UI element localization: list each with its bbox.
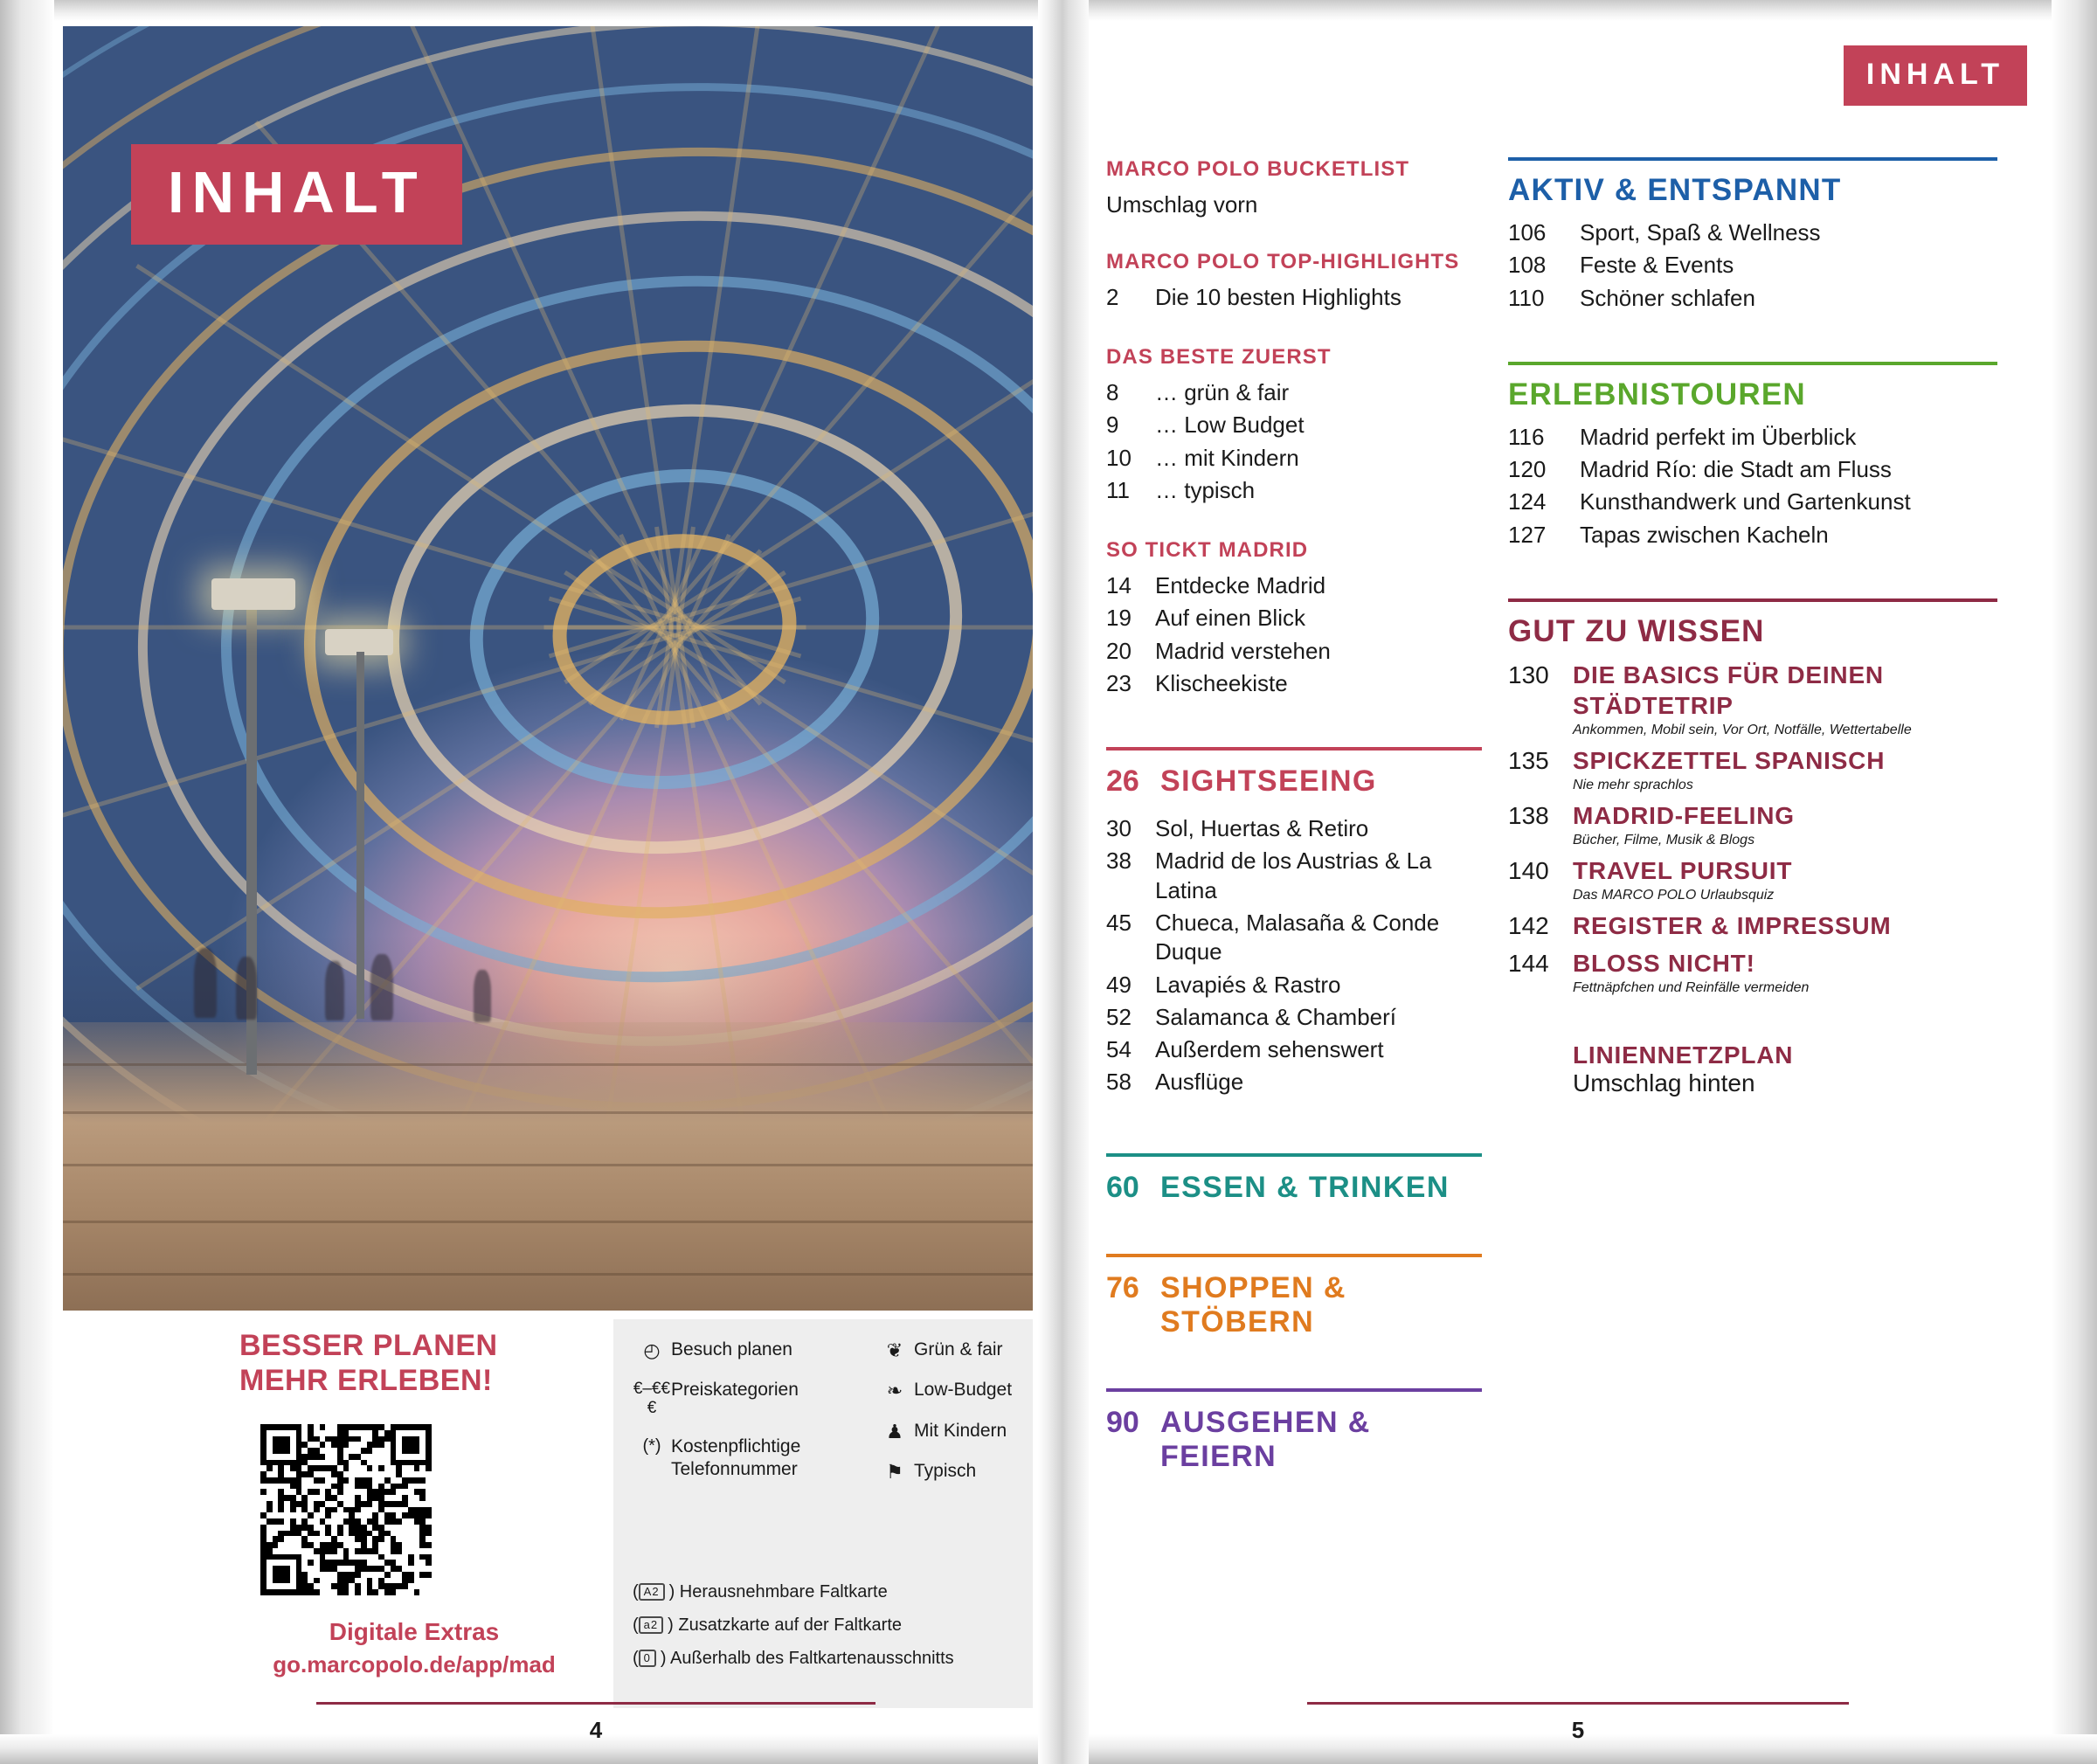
toc-entry-title: Auf einen Blick (1155, 605, 1305, 632)
toc-entry-title: SPICKZETTEL SPANISCH (1573, 746, 1886, 774)
chapter-page-number: 90 (1106, 1405, 1139, 1439)
page-edge-right (2052, 0, 2097, 1764)
chapter-heading-shoppen[interactable] (1106, 1271, 1482, 1339)
left-page (54, 17, 1038, 1747)
toc-entry-title: Ausflüge (1155, 1069, 1244, 1096)
page-number-left: 4 (589, 1717, 603, 1743)
price-icon: €–€€€ (633, 1380, 671, 1418)
toc-entry[interactable] (1508, 800, 1997, 848)
toc-entry[interactable] (1106, 847, 1482, 905)
toc-page-number: 20 (1106, 637, 1132, 664)
legend-item (633, 1379, 869, 1418)
toc-entry[interactable] (1508, 423, 1997, 452)
toc-page-number: 52 (1106, 1003, 1132, 1030)
toc-entry[interactable] (1106, 909, 1482, 967)
toc-entry[interactable] (1508, 745, 1997, 793)
bucketlist-note: Umschlag vorn (1106, 191, 1258, 218)
toc-entry-title: Madrid perfekt im Überblick (1580, 423, 1857, 450)
legend-item-label: Low-Budget (914, 1380, 1013, 1401)
toc-entry[interactable] (1508, 251, 1997, 280)
toc-entry-title: MADRID-FEELING (1573, 801, 1795, 829)
toc-entry-title: DIE BASICS FÜR DEINEN STÄDTETRIP (1573, 661, 1884, 719)
toc-entry[interactable] (1508, 910, 1997, 941)
toc-page-number: 142 (1508, 911, 1549, 939)
toc-page-number: 135 (1508, 746, 1549, 774)
toc-entry-title: Feste & Events (1580, 252, 1734, 279)
chapter-title: AUSGEHEN & FEIERN (1160, 1405, 1371, 1473)
right-page (1089, 17, 2052, 1747)
toc-entry[interactable] (1508, 488, 1997, 516)
digital-extras-url[interactable]: go.marcopolo.de/app/mad (273, 1651, 556, 1678)
liniennetzplan-title: LINIENNETZPLAN (1573, 1041, 1794, 1069)
cover-photo (63, 26, 1033, 1311)
toc-entry-title: Madrid verstehen (1155, 637, 1331, 664)
asterisk-icon: (*) (642, 1435, 661, 1456)
digital-extras-label: Digitale Extras (329, 1618, 500, 1645)
legend-footnote: ( 0 ) Außerhalb des Faltkartenausschnitts (633, 1649, 954, 1668)
legend-item (875, 1379, 1024, 1401)
toc-page-number: 49 (1106, 971, 1132, 998)
divider (1508, 157, 1997, 161)
toc-page-number: 23 (1106, 669, 1132, 696)
legend-item-label: Kostenpflichtige Telefonnummer (671, 1435, 801, 1479)
toc-entry[interactable] (1106, 669, 1482, 698)
toc-page-number: 138 (1508, 801, 1549, 829)
page-number-right: 5 (1571, 1717, 1585, 1743)
toc-entry-title: Entdecke Madrid (1155, 572, 1326, 599)
toc-page-number: 108 (1508, 252, 1547, 279)
legend-item-label: Mit Kindern (914, 1420, 1007, 1441)
toc-entry-title: Klischeekiste (1155, 669, 1288, 696)
section-heading-so-tickt-madrid: SO TICKT MADRID (1106, 538, 1309, 563)
page-title: INHALT (131, 144, 462, 245)
toc-entry-title: TRAVEL PURSUIT (1573, 856, 1793, 884)
person-silhouette (325, 961, 344, 1020)
toc-page-number: 106 (1508, 219, 1547, 246)
toc-entry[interactable] (1106, 1068, 1482, 1096)
toc-page-number: 58 (1106, 1069, 1132, 1096)
chapter-heading-ausgehen[interactable] (1106, 1406, 1482, 1474)
toc-page-number: 140 (1508, 856, 1549, 884)
toc-entry-title: Außerdem sehenswert (1155, 1036, 1384, 1063)
toc-entry-title: … typisch (1155, 476, 1256, 503)
legend-column-left (633, 1339, 869, 1498)
book-spine (1038, 0, 1089, 1764)
toc-entry-subtitle: Das MARCO POLO Urlaubsquiz (1573, 887, 1775, 903)
toc-entry[interactable] (1106, 1003, 1482, 1032)
person-silhouette (370, 954, 393, 1020)
legend-item (875, 1420, 1024, 1442)
toc-page-number: 2 (1106, 283, 1119, 310)
leaf-icon: ❦ (886, 1339, 903, 1361)
legend-item-label: Preiskategorien (671, 1380, 799, 1401)
toc-entry[interactable] (1508, 521, 1997, 550)
qr-code[interactable] (260, 1424, 432, 1595)
toc-entry-title: BLOSS NICHT! (1573, 949, 1755, 977)
toc-entry-subtitle: Nie mehr sprachlos (1573, 777, 1693, 792)
toc-entry[interactable] (1106, 283, 1482, 312)
chapter-title: SHOPPEN & STÖBERN (1160, 1270, 1346, 1339)
toc-entry-title: Sol, Huertas & Retiro (1155, 815, 1369, 842)
map-tag-icon: a2 (639, 1616, 663, 1634)
toc-page-number: 10 (1106, 444, 1132, 471)
legend-footnote-text: Zusatzkarte auf der Faltkarte (678, 1615, 903, 1635)
chapter-heading-essen-trinken[interactable] (1106, 1171, 1482, 1205)
legend-box (613, 1319, 1033, 1708)
legend-item-label: Besuch planen (671, 1339, 792, 1359)
person-silhouette (474, 970, 491, 1022)
section-heading-das-beste-zuerst: DAS BESTE ZUERST (1106, 345, 1332, 370)
liniennetzplan-note: Umschlag hinten (1573, 1069, 1755, 1096)
digital-extras-block (239, 1328, 589, 1678)
toc-entry[interactable] (1106, 814, 1482, 843)
chapter-title: ESSEN & TRINKEN (1160, 1170, 1450, 1204)
toc-entry-subtitle: Fettnäpfchen und Reinfälle vermeiden (1573, 979, 1810, 995)
legend-item (633, 1435, 869, 1480)
toc-entry-title: Chueca, Malasaña & Conde Duque (1155, 909, 1440, 965)
divider (1106, 1254, 1482, 1257)
toc-page-number: 130 (1508, 661, 1549, 688)
divider (1106, 747, 1482, 751)
legend-footnote-text: Herausnehmbare Faltkarte (679, 1582, 888, 1601)
toc-page-number: 54 (1106, 1036, 1132, 1063)
toc-entry-title: Madrid Río: die Stadt am Fluss (1580, 456, 1892, 483)
toc-entry[interactable] (1106, 1035, 1482, 1064)
chapter-page-number: 60 (1106, 1170, 1139, 1204)
toc-entry-title: REGISTER & IMPRESSUM (1573, 911, 1892, 939)
photo-boardwalk (63, 1022, 1033, 1311)
planen-title-line2: MEHR ERLEBEN! (239, 1364, 493, 1398)
piggy-bank-icon: ❧ (886, 1380, 903, 1402)
toc-page-number: 19 (1106, 605, 1132, 632)
toc-entry-title: … Low Budget (1155, 412, 1305, 439)
toc-page-number: 116 (1508, 423, 1545, 450)
toc-entry[interactable] (1106, 476, 1482, 505)
divider (1106, 1388, 1482, 1392)
chapter-heading-aktiv[interactable]: AKTIV & ENTSPANNT (1508, 173, 1842, 207)
person-silhouette (194, 948, 217, 1018)
toc-column-left (1106, 157, 1482, 1474)
footer-rule (316, 1702, 875, 1705)
toc-entry-title: Kunsthandwerk und Gartenkunst (1580, 488, 1911, 515)
page-edge-left (0, 0, 54, 1764)
legend-item-label: Grün & fair (914, 1339, 1003, 1359)
legend-item (875, 1460, 1024, 1483)
toc-page-number: 127 (1508, 521, 1547, 548)
divider (1508, 362, 1997, 365)
chapter-heading-sightseeing[interactable] (1106, 764, 1482, 799)
map-tag-icon: 0 (639, 1650, 656, 1667)
divider (1508, 598, 1997, 602)
toc-entry-title: Salamanca & Chamberí (1155, 1003, 1397, 1030)
toc-page-number: 30 (1106, 815, 1132, 842)
toc-column-right (1508, 157, 1997, 1097)
planen-title (239, 1328, 589, 1398)
toc-page-number: 45 (1106, 909, 1132, 936)
section-tab-inhalt: INHALT (1844, 45, 2027, 106)
legend-item-label: Typisch (914, 1460, 977, 1481)
toc-entry[interactable] (1508, 660, 1997, 738)
toc-entry-title: … mit Kindern (1155, 444, 1299, 471)
toc-entry[interactable] (1106, 411, 1482, 439)
planen-title-line1: BESSER PLANEN (239, 1329, 498, 1362)
toc-entry[interactable] (1508, 948, 1997, 996)
family-icon: ♟ (886, 1420, 903, 1442)
toc-entry[interactable] (1508, 855, 1997, 903)
toc-page-number: 11 (1106, 476, 1130, 503)
liniennetzplan-block (1573, 1041, 1997, 1097)
section-heading-bucketlist: MARCO POLO BUCKETLIST (1106, 157, 1410, 181)
toc-entry-title: Schöner schlafen (1580, 284, 1755, 311)
toc-entry[interactable] (1106, 637, 1482, 666)
toc-entry-title: Sport, Spaß & Wellness (1580, 219, 1821, 246)
toc-entry[interactable] (1508, 284, 1997, 313)
toc-entry[interactable] (1106, 444, 1482, 473)
toc-entry[interactable] (1106, 971, 1482, 1000)
toc-page-number: 38 (1106, 847, 1132, 875)
toc-entry[interactable] (1106, 378, 1482, 407)
toc-entry-subtitle: Ankommen, Mobil sein, Vor Ort, Notfälle, Wettertabelle (1573, 722, 1912, 737)
legend-item (633, 1339, 869, 1361)
toc-page-number: 124 (1508, 488, 1547, 515)
person-silhouette (236, 957, 257, 1020)
lamp-post (356, 652, 364, 1019)
section-heading-top-highlights: MARCO POLO TOP-HIGHLIGHTS (1106, 249, 1460, 273)
lamp-head-icon (211, 578, 295, 610)
toc-page-number: 120 (1508, 456, 1547, 483)
toc-page-number: 144 (1508, 949, 1549, 977)
flag-icon: ⚑ (886, 1460, 903, 1483)
chapter-page-number: 76 (1106, 1270, 1139, 1304)
toc-page-number: 14 (1106, 572, 1132, 599)
legend-footnote-text: Außerhalb des Faltkartenausschnitts (670, 1649, 954, 1668)
map-tag-icon: A2 (639, 1583, 665, 1601)
toc-entry-subtitle: Bücher, Filme, Musik & Blogs (1573, 832, 1755, 847)
toc-page-number: 8 (1106, 379, 1119, 406)
toc-entry[interactable] (1106, 604, 1482, 633)
toc-entry[interactable] (1508, 455, 1997, 484)
toc-entry-title: Tapas zwischen Kacheln (1580, 521, 1829, 548)
toc-page-number: 110 (1508, 284, 1545, 311)
toc-entry[interactable] (1508, 218, 1997, 247)
divider (1106, 1153, 1482, 1157)
chapter-heading-erlebnistouren[interactable]: ERLEBNISTOUREN (1508, 377, 1806, 412)
clock-icon: ◴ (643, 1339, 661, 1361)
toc-entry-title: Die 10 besten Highlights (1155, 283, 1401, 310)
chapter-title: SIGHTSEEING (1160, 764, 1377, 799)
toc-entry-title: Lavapiés & Rastro (1155, 971, 1341, 998)
chapter-heading-gut-zu-wissen[interactable]: GUT ZU WISSEN (1508, 613, 1765, 648)
toc-page-number: 9 (1106, 412, 1119, 439)
legend-column-right (875, 1339, 1024, 1500)
toc-entry-title: … grün & fair (1155, 379, 1290, 406)
toc-entry[interactable] (1106, 571, 1482, 600)
footer-rule (1307, 1702, 1849, 1705)
toc-entry-title: Madrid de los Austrias & La Latina (1155, 847, 1432, 903)
chapter-page-number: 26 (1106, 764, 1139, 799)
legend-footnotes (633, 1581, 1026, 1681)
legend-item (875, 1339, 1024, 1361)
legend-footnote: ( A2 ) Herausnehmbare Faltkarte (633, 1582, 888, 1601)
legend-footnote: ( a2 ) Zusatzkarte auf der Faltkarte (633, 1615, 903, 1635)
